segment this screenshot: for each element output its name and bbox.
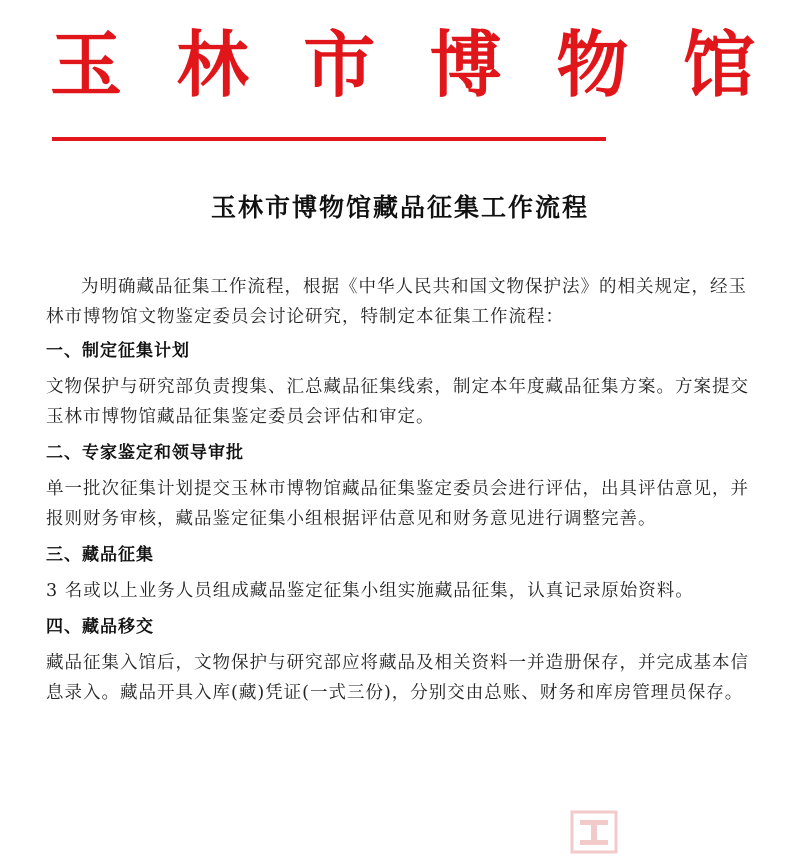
masthead-divider <box>52 137 606 141</box>
intro-paragraph: 为明确藏品征集工作流程，根据《中华人民共和国文物保护法》的相关规定，经玉林市博物馆文物鉴定委员会讨论研究，特制定本征集工作流程： <box>46 277 747 327</box>
masthead-char: 玉 <box>50 22 123 107</box>
section-heading: 三、藏品征集 <box>46 545 154 565</box>
masthead-char: 物 <box>556 22 629 107</box>
section-body: 藏品征集入馆后，文物保护与研究部应将藏品及相关资料一并造册保存，并完成基本信息录入。藏品开具入库(藏)凭证(一式三份)，分别交由总账、财务和库房管理员保存。 <box>46 653 749 703</box>
document-body <box>46 272 758 714</box>
watermark <box>570 807 790 857</box>
section-heading: 二、专家鉴定和领导审批 <box>46 443 244 463</box>
section-body: 单一批次征集计划提交玉林市博物馆藏品征集鉴定委员会进行评估，出具评估意见，并报则财务审核，藏品鉴定征集小组根据评估意见和财务意见进行调整完善。 <box>46 479 749 529</box>
section-body: 文物保护与研究部负责搜集、汇总藏品征集线索，制定本年度藏品征集方案。方案提交玉林市博物馆藏品征集鉴定委员会评估和审定。 <box>46 377 749 427</box>
section-body: 3 名或以上业务人员组成藏品鉴定征集小组实施藏品征集，认真记录原始资料。 <box>46 581 694 601</box>
document-title: 玉林市博物馆藏品征集工作流程 <box>210 193 589 222</box>
masthead-char: 市 <box>303 22 376 107</box>
masthead-char: 馆 <box>682 22 755 107</box>
section-heading: 四、藏品移交 <box>46 617 154 637</box>
masthead-char: 林 <box>176 22 249 107</box>
masthead-char: 博 <box>429 22 502 107</box>
section-heading: 一、制定征集计划 <box>46 341 190 361</box>
watermark-logo-icon <box>570 810 618 854</box>
masthead-title <box>50 20 755 110</box>
